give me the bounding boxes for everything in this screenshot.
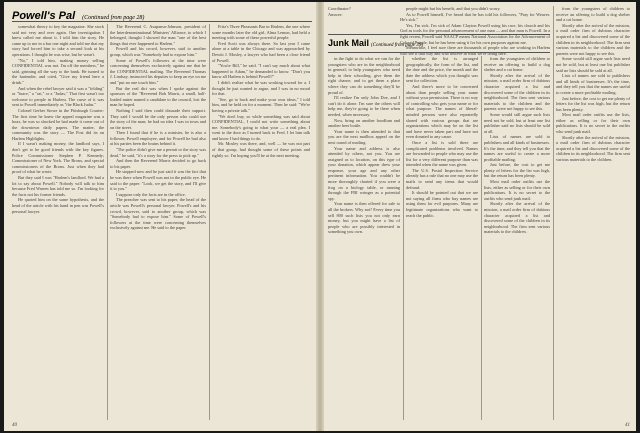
body-paragraph: The preacher was sent to his paper, the head of the article was Powell's personal lawyer. Powell's and his crowd, however, said to another group, which was "Somebody had to expose him." Some of Powell's followers at the time were concerning themselves exclusively against me. He said to the paper. [110, 197, 206, 231]
body-paragraph: As to Powell himself, I've heard that he has told his followers, "Pray for Weaver. He's sick." [400, 11, 550, 23]
lead-end-text: Coordinator? [328, 6, 351, 11]
right-column-3b [484, 56, 550, 420]
body-paragraph: Shortly after the arrival of the mission, a mail order firm of dubious character acquired a list and discovered some of the children in its neighborhood. The firm sent various materials to the children. [484, 201, 550, 235]
column-divider [481, 56, 482, 420]
body-paragraph: Fritz's Three Pheasants Bar in Harlem, the one where some months later the old girl, Alma Lemon, had held a meeting with some of these powerful people. [212, 24, 310, 41]
body-paragraph: And there's more to be concerned about than people selling your name without your permission. There is no way of controlling who gets your name or for what purpose. The names of liberal-minded persons were also repeatedly shared with various groups that are organizations which may be on the list and have never taken part and have not even donated to any cause. [406, 83, 478, 140]
lead-end [328, 6, 394, 26]
column-divider [107, 24, 108, 420]
body-paragraph: The U.S. Postal Inspection Service already has a rule that no one may use the mails to send any items that would defraud. [406, 167, 478, 190]
body-paragraph: Yes, I'm sick. I'm sick of Adam Clayton Powell using his race, his church and his God as tools for the personal advancement of one man — and that man is Powell. In a fight recent, Powell said NAACP means National Association for the Advancement of Colored People, but he has been using it for his own purposes against me. [400, 22, 550, 45]
body-paragraph: Some would still argue such lists need not be sold, but at least one list publisher said no lists should be sold at all. [556, 56, 630, 73]
body-paragraph: "See, go to back and make your own ideas," I told him, and he held on for a moment. Then he said: "We're having a private talk." [212, 96, 310, 113]
left-column-2 [110, 24, 206, 420]
body-paragraph: Some of Powell's followers at the time were concerning themselves exclusively against me that he the CONFIDENTIAL mailing. The Reverend Thomas J. Lindsay, instructed his deputies to keep an eye on me and "put no one touch him." [110, 57, 206, 85]
body-paragraph: Just before, the cost to get me plenty of letters for the list was high, but the return has been plenty. [484, 162, 550, 179]
body-paragraph: Most mail order outfits use the lists, either as selling or for their own publications. It is no secret to the outfits who send junk mail. [556, 112, 630, 135]
body-paragraph: Now, bring on another hoodlum and another beer bottle. [328, 117, 400, 129]
body-paragraph: I didn't realize what he was working toward for a. I thought he just wanted to argue, and I was in no mood for that. [212, 79, 310, 97]
right-column-4 [556, 6, 630, 420]
header-rule [12, 21, 312, 22]
body-paragraph: But the real dirt was when I spoke against the sponsors of the "Reverend Bob Marris, a small, half-loaded nutter named a candidate to the council, lost the man he hoped. [110, 85, 206, 108]
body-paragraph: Lists of names are sold to publishers and all kinds of businesses. It's the time, and they tell you that the names are useful to create a more profitable mailing. [556, 73, 630, 95]
body-paragraph: Some would still argue such lists need not be sold, but at least one list publisher said no lists should be sold at all. [484, 111, 550, 134]
body-paragraph: It should be pointed out that we are not saying all firms who buy names are using them for evil purposes. Many are legitimate organizations who want to reach the public. [406, 190, 478, 218]
left-page-header [12, 6, 314, 20]
body-paragraph: Most mail order outfits use the lists, either as selling or for their own publications. It is no secret to the outfits who send junk mail. [484, 179, 550, 201]
body-paragraph: Your name and address is also attended by others, not you. You are assigned as to location, on this type of your donation, which appear drew your response, your age and any other pertinent information. You couldn't be more thoroughly charted if you were a frog on a biology table, or running through the FBI wringer as a potential spy. [328, 145, 400, 201]
column-divider [209, 24, 210, 420]
body-paragraph: whether the list is arranged geographically, the form of the list, and the date and the price, the month and the date the address which you thought was sent for collection. [406, 56, 478, 84]
page-number-right: 41 [625, 423, 630, 428]
body-paragraph: He quoted him on the same hypothesis, and the head of the article with his hand in pen was Powell's personal lawyer. [12, 197, 104, 214]
body-paragraph: Powell and his crowd, however, said to another group, which was "Somebody had to expose him." [110, 46, 206, 57]
right-column-3 [406, 56, 478, 420]
body-paragraph: But they said I was "Harlem's landlord. We had a lot to say about Powell." Nobody will talk to him because Fred Warren has told me so. I'm looking for the facts not his former friends. [12, 175, 104, 197]
body-paragraph: Shortly after the arrival of the mission, a mail order firm of dubious character acquired a list and discovered some of the children in its neighborhood. The firm sent various materials to the children and the parents were not happy to see this. [484, 72, 550, 112]
body-paragraph: "We don't buy, so while something was said about CONFIDENTIAL, I could not write something about me. Somebody's going to what your — a real plea. I went to the door as I turned back to Fred. I let him talk and know I had things to do. [212, 113, 310, 141]
article-title [328, 38, 423, 48]
body-paragraph: And then the Reverend Marris decided to go back to his paper. [110, 158, 206, 169]
body-paragraph: Nothing I said then could dissuade their support. They said I would be the only person who could use the story of the man; he had no idea I was in town and on the street. [110, 107, 206, 130]
body-paragraph: The Reverend C. Asapansa-Johnson, president of the Interdenominational Ministers' Alliance, to which I belonged, thought I showed the man "one of the best things that ever happened to Harlem." [110, 24, 206, 46]
magazine-spread [4, 2, 636, 431]
body-paragraph: Once a list is sold there are complicated problems involved. Names are forwarded to people who may use the list for a very different purpose than was intended when the name was given. [406, 139, 478, 168]
left-column-1 [12, 24, 104, 420]
body-paragraph: Mr. Mosley was there, and, well — he was not part of that group, had thought some of these points and rightly so. I'm hoping you'll be at the next meeting. [212, 141, 310, 158]
body-paragraph: Your name is then offered for sale to all the brokers. Why not? Every time you sell 800 such lists you not only earn money, but you might have a list of people who are possibly interested in something you own. [328, 201, 400, 235]
body-paragraph: from the youngsters of children to receive an offering to build a dog shelter and a cat home. [484, 56, 550, 73]
article-rule-bottom [328, 52, 550, 53]
body-paragraph: If I wasn't making money, the landlord says, I don't get to be good friends with the key figures. Police Commissioner Stephen P. Kennedy; Commissioner of New York. The Bronx, and special commissioners of the Bronx. Just when they had proof of what he wrote. [12, 141, 104, 175]
body-paragraph: And when the rebel lawyer said it was a "folding" or "brace," a "rat," or a "Judas," That first wasn't too welcome to people in Harlem. The curse of it was sent to Powell immediately as "the Black Judas." [12, 85, 104, 108]
left-page-continued: (Continued from page 28) [82, 15, 145, 21]
body-paragraph: "No," I told him, making money selling CONFIDENTIAL was not. I'm off the members," he said, grinning all the way to the bank. He turned to the bartender, and cried, "Give my friend here a drink." [12, 57, 104, 85]
body-paragraph: Shortly after the arrival of the mission, a mail order firm of dubious character acquired a list and discovered some of the children in its neighborhood. The firm sent various materials to the children and the parents were not happy to see this. [556, 22, 630, 56]
body-paragraph: Fred Scott was always there. So last year I came alone at a table in the Chicago and was approached by Dewitt J. Mosley, a lawyer who had been a close friend of Powell. [212, 40, 310, 63]
lead-end-attribution: Answer: [328, 11, 343, 17]
left-column-3 [212, 24, 310, 420]
body-paragraph: I'll realize I'm only John Doe, and I can't do it alone. I'm sure the others will help me, they're going to be there when needed, when necessary. [328, 95, 400, 117]
body-paragraph: Shortly after the arrival of the mission, a mail order firm of dubious character acquired a list and discovered some of the children in its neighborhood. The firm sent various materials to the children. [556, 134, 630, 163]
body-paragraph: Then I found that if he is a minister, he is also a follower, Powell employee, and for Powell he had also at his parties been the brains behind it. [110, 130, 206, 147]
right-column-2 [328, 56, 400, 420]
left-page-title: Powell's Pal [12, 10, 76, 22]
column-divider [553, 6, 554, 420]
body-paragraph: Just before, the cost to get me plenty of letters for the list was high, but the return has been plenty. [556, 95, 630, 112]
article-title-text: Junk Mail [328, 38, 370, 48]
column-divider [403, 56, 404, 420]
body-paragraph: in the fight to do what we can for the youngsters who are in the neighborhood in general; to help youngsters who need help in their schooling, give them the right chance, and to get them a place where they can do something they'll be proud of. [328, 56, 400, 95]
body-paragraph: I suppose only the facts are in the office. [116, 191, 186, 197]
right-page [322, 2, 636, 431]
body-paragraph: He stopped now and he just said it was the fact that he was there when Powell was not in the public eye. He said to the paper: "Look, we get the story, and I'll give it to you." [110, 169, 206, 192]
body-paragraph: somewhat theory to key the magazine. She stock said not very and over again. One investigation I knew called me about it. I told him the story. He came up to me in a bar one night and told me that my story had forced him to take a second look at his operations. I thought he was wise, but he wasn't. [12, 24, 104, 57]
article-rule-top [328, 34, 550, 35]
body-paragraph: Colonel Gerber Stowe in the Pittsburgh Courier: The first time he knew the appeal magazine was a hoax, he was so shocked he had made it come out of the downtown daily papers. The matter, the community was the story — The Post did its on Harlem Highlights. [12, 107, 104, 141]
page-number-left: 40 [12, 423, 17, 428]
left-page [4, 2, 318, 431]
body-paragraph: Meanwhile, I feel sure there are thousands of people who are working in Harlem who see it that way and who believe in what we're doing here. [400, 45, 550, 56]
body-paragraph: Lists of names are sold to publishers and all kinds of businesses. It's the time, and they tell you that the names are useful to create a more profitable mailing. [484, 134, 550, 162]
body-paragraph: "You're Bill," he said. "I can't say much about what happened to Adam," he demanded to know. "Don't you know all Harlem is behind Powell?" [212, 63, 310, 80]
body-paragraph: Your name is then attended to that you are the next mailbox appeal on the next round of mailing. [328, 128, 400, 145]
body-paragraph: "The police didn't give me a permit or the story was dead," he said, "it's a story for the press to pick up." [110, 147, 206, 158]
body-paragraph: people might but his benefit, and that you didn't worry. [406, 6, 501, 11]
body-paragraph: from the youngsters of children to receive an offering to build a dog shelter and a cat home. [556, 6, 630, 23]
article-continued: (Continued from page 39) [371, 43, 423, 48]
